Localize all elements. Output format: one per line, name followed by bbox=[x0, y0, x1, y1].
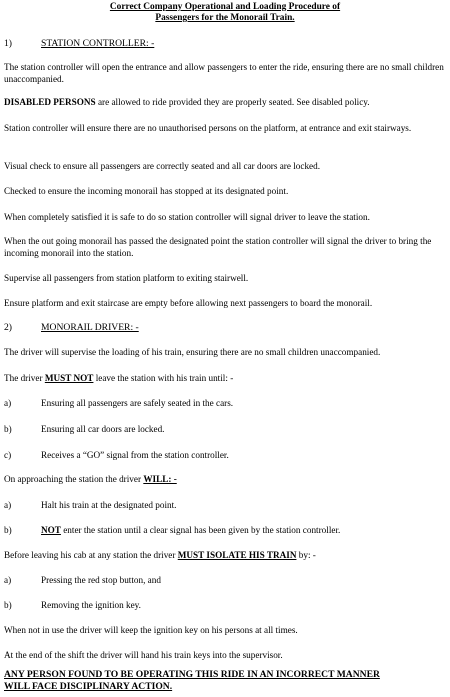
until-item-letter: b) bbox=[4, 424, 12, 434]
approach-item-letter: b) bbox=[4, 525, 12, 535]
paragraph-supervise-passengers: Supervise all passengers from station platform to exiting stairwell. bbox=[4, 273, 249, 283]
paragraph-driver-supervise: The driver will supervise the loading of his train, ensuring there are no small children unaccompanied. bbox=[4, 347, 381, 357]
until-item-letter: a) bbox=[4, 398, 12, 408]
approach-not-emphasis: NOT bbox=[41, 525, 61, 535]
section-1-number: 1) bbox=[4, 38, 12, 49]
must-not-suffix: leave the station with his train until: - bbox=[93, 373, 234, 383]
section-2-number: 2) bbox=[4, 322, 12, 333]
paragraph-approaching bbox=[4, 474, 448, 485]
approach-item-text bbox=[41, 525, 340, 536]
must-not-prefix: The driver bbox=[4, 373, 45, 383]
title-line-1: Correct Company Operational and Loading Procedure of bbox=[109, 2, 341, 12]
paragraph-disabled bbox=[4, 97, 448, 108]
paragraph-outgoing: When the out going monorail has passed the designated point the station controller will signal the driver to bring the incoming monorail into the station. bbox=[4, 236, 432, 258]
section-2-title: MONORAIL DRIVER: - bbox=[41, 322, 139, 333]
isolate-suffix: by: - bbox=[296, 550, 316, 560]
paragraph-satisfied: When completely satisfied it is safe to do so station controller will signal driver to leave the station. bbox=[4, 212, 370, 222]
disciplinary-warning bbox=[4, 669, 448, 693]
until-item-text: Receives a “GO” signal from the station controller. bbox=[41, 450, 229, 460]
paragraph-not-in-use: When not in use the driver will keep the ignition key on his persons at all times. bbox=[4, 625, 298, 635]
approach-not-rest: enter the station until a clear signal has been given by the station controller. bbox=[60, 525, 341, 535]
disabled-persons-label: DISABLED PERSONS bbox=[4, 97, 96, 107]
approach-item-text: Halt his train at the designated point. bbox=[41, 500, 177, 510]
isolate-item-letter: b) bbox=[4, 600, 12, 610]
approach-emphasis: WILL: - bbox=[143, 474, 177, 484]
until-item-text: Ensuring all car doors are locked. bbox=[41, 424, 165, 434]
must-not-emphasis: MUST NOT bbox=[44, 373, 94, 383]
warning-line-2: WILL FACE DISCIPLINARY ACTION. bbox=[4, 681, 173, 692]
paragraph-entrance: The station controller will open the entrance and allow passengers to enter the ride, ensuring there are no small children unaccompanied. bbox=[4, 62, 444, 84]
paragraph-checked: Checked to ensure the incoming monorail has stopped at its designated point. bbox=[4, 186, 289, 196]
isolate-item-text: Removing the ignition key. bbox=[41, 600, 141, 610]
paragraph-isolate bbox=[4, 550, 448, 561]
approach-item-letter: a) bbox=[4, 500, 12, 510]
paragraph-unauthorised: Station controller will ensure there are no unauthorised persons on the platform, at entrance and exit stairways. bbox=[4, 123, 412, 133]
disabled-persons-text: are allowed to ride provided they are properly seated. See disabled policy. bbox=[95, 97, 370, 107]
warning-line-1: ANY PERSON FOUND TO BE OPERATING THIS RIDE IN AN INCORRECT MANNER bbox=[4, 669, 380, 680]
paragraph-ensure-empty: Ensure platform and exit staircase are empty before allowing next passengers to board the monorail. bbox=[4, 298, 373, 308]
title-line-2: Passengers for the Monorail Train. bbox=[155, 13, 295, 23]
paragraph-must-not bbox=[4, 373, 448, 384]
until-item-letter: c) bbox=[4, 450, 12, 460]
paragraph-end-of-shift: At the end of the shift the driver will hand his train keys into the supervisor. bbox=[4, 650, 283, 660]
isolate-item-letter: a) bbox=[4, 575, 12, 585]
document-title bbox=[0, 2, 450, 24]
paragraph-visual-check: Visual check to ensure all passengers are correctly seated and all car doors are locked. bbox=[4, 161, 321, 171]
isolate-item-text: Pressing the red stop button, and bbox=[41, 575, 161, 585]
isolate-prefix: Before leaving his cab at any station the driver bbox=[4, 550, 178, 560]
isolate-emphasis: MUST ISOLATE HIS TRAIN bbox=[177, 550, 297, 560]
approach-prefix: On approaching the station the driver bbox=[4, 474, 144, 484]
section-1-title: STATION CONTROLLER: - bbox=[41, 38, 155, 49]
until-item-text: Ensuring all passengers are safely seated in the cars. bbox=[41, 398, 234, 408]
